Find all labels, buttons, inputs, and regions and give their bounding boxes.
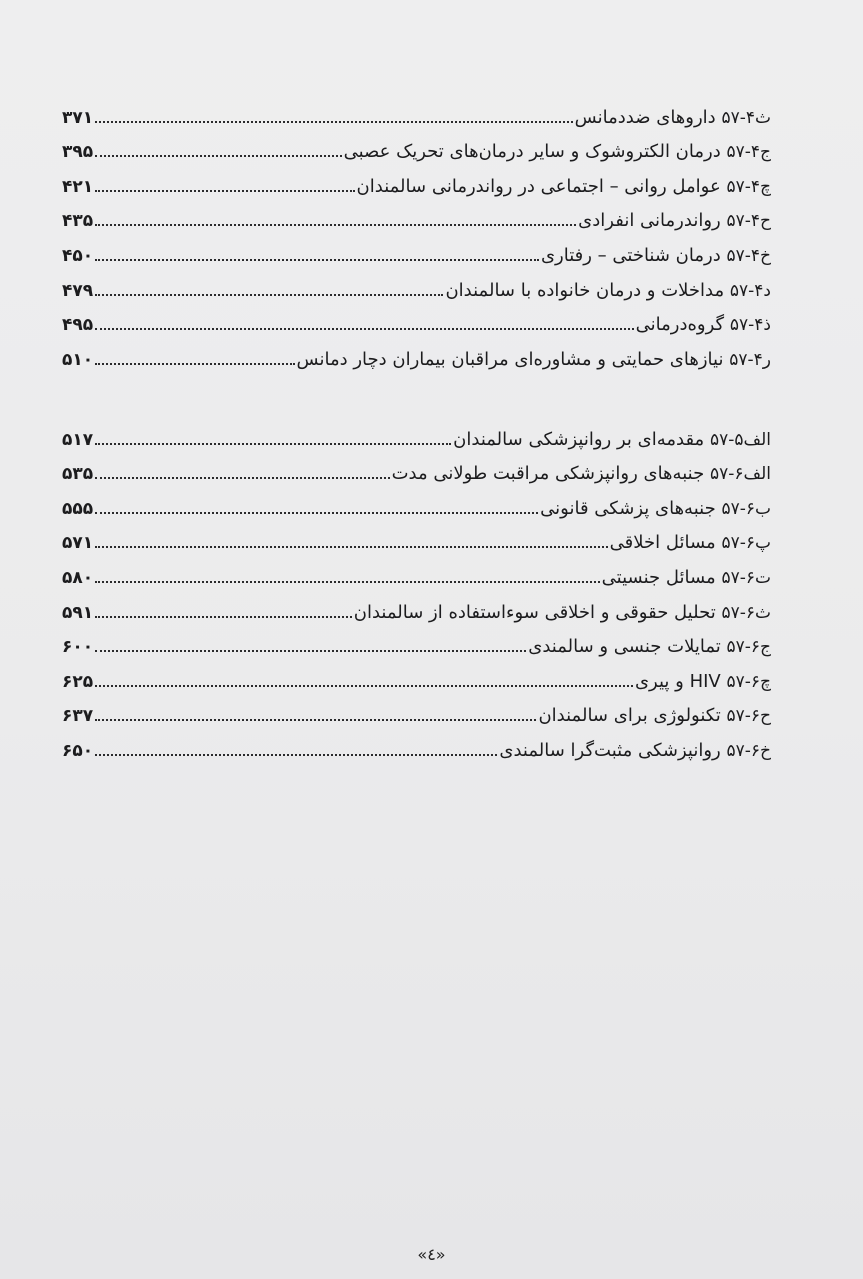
toc-entry (62, 336, 771, 371)
toc-entry-page: ۵۸۰ (62, 567, 94, 588)
toc-entry-code: الف۵-۵۷ (709, 429, 771, 450)
toc-entry-page: ۴۳۵ (62, 211, 94, 232)
toc-entry (62, 693, 771, 728)
toc-entry-label (578, 212, 771, 232)
dot-leader (95, 685, 633, 687)
toc-entry-code: ذ۴-۵۷ (729, 315, 771, 336)
toc-entry-title: تحلیل حقوقی و اخلاقی سوءاستفاده از سالمندان (353, 601, 716, 623)
toc-entry-title: مقدمه‌ای بر روانپزشکی سالمندان (453, 428, 705, 450)
toc-entry-code: ج۴-۵۷ (726, 142, 771, 163)
toc-entry-page: ۶۵۰ (62, 740, 94, 761)
toc-entry (62, 302, 771, 337)
toc-entry-code: چ۴-۵۷ (726, 176, 771, 197)
toc-entry-code: ث۶-۵۷ (721, 602, 771, 623)
toc-entry-code: د۴-۵۷ (729, 280, 771, 301)
toc-entry-label (392, 465, 771, 485)
toc-entry-title: مسائل جنسیتی (601, 566, 716, 588)
toc-entry (62, 416, 771, 451)
toc-entry-label (634, 670, 771, 693)
toc-entry-page: ۳۷۱ (62, 107, 94, 128)
toc-entry-label (574, 106, 771, 129)
toc-entry-code: ج۶-۵۷ (726, 637, 771, 658)
toc-entry (62, 198, 771, 233)
toc-entry-page: ۵۵۵ (62, 498, 94, 519)
toc-entry-title: HIV و پیری (634, 670, 721, 692)
toc-entry-code: چ۶-۵۷ (726, 671, 771, 692)
dot-leader (95, 294, 443, 296)
toc-entry (62, 520, 771, 555)
toc-entry-label (610, 534, 771, 554)
page-number-folio: «٤» (417, 1245, 446, 1264)
toc-entry (62, 624, 771, 659)
toc-entry-page: ۶۲۵ (62, 671, 94, 692)
toc-entry-label (353, 601, 771, 624)
toc-entry-code: ت۶-۵۷ (721, 567, 771, 588)
dot-leader (95, 224, 576, 226)
dot-leader (95, 546, 608, 548)
toc-entry (62, 129, 771, 164)
dot-leader (95, 616, 352, 618)
dot-leader (95, 328, 634, 330)
dot-leader (95, 477, 389, 479)
toc-entry-title: عوامل روانی – اجتماعی در رواندرمانی سالمندان (356, 175, 721, 197)
toc-entry-title: داروهای ضددمانس (574, 106, 716, 128)
toc-entry-code: الف۶-۵۷ (709, 464, 771, 485)
dot-leader (95, 512, 538, 514)
toc-section-b (62, 416, 771, 762)
toc-entry-page: ۶۳۷ (62, 706, 94, 727)
toc-entry-label (344, 143, 771, 163)
toc-entry-title: جنبه‌های روانپزشکی مراقبت طولانی مدت (391, 463, 705, 485)
toc-entry-title: درمان شناختی – رفتاری (540, 244, 721, 266)
toc-entry-code: خ۴-۵۷ (726, 245, 771, 266)
toc-entry-label (540, 497, 771, 520)
toc-entry-title: گروه‌درمانی (635, 314, 725, 336)
toc-entry-page: ۶۰۰ (62, 637, 94, 658)
dot-leader (95, 363, 294, 365)
toc-entry-title: رواندرمانی انفرادی (578, 210, 721, 232)
toc-entry-title: تکنولوژی برای سالمندان (538, 705, 721, 727)
dot-leader (95, 719, 536, 721)
toc-entry-page: ۵۹۱ (62, 602, 94, 623)
toc-entry-title: روانپزشکی مثبت‌گرا سالمندی (499, 739, 721, 761)
toc-entry-code: ث۴-۵۷ (721, 107, 771, 128)
dot-leader (95, 190, 354, 192)
dot-leader (95, 443, 451, 445)
toc-entry-label (445, 279, 771, 302)
toc-entry-label (296, 348, 771, 371)
toc-entry-label (356, 175, 771, 198)
dot-leader (95, 155, 341, 157)
toc-entry (62, 232, 771, 267)
toc-entry-page: ۵۱۰ (62, 349, 94, 370)
toc-entry-title: درمان الکتروشوک و سایر درمان‌های تحریک عصبی (343, 141, 721, 163)
toc-entry-title: مسائل اخلاقی (609, 532, 716, 554)
toc-entry-code: پ۶-۵۷ (721, 533, 771, 554)
toc-entry-code: ب۶-۵۷ (721, 498, 771, 519)
toc-entry-title: تمایلات جنسی و سالمندی (528, 636, 721, 658)
toc-entry-page: ۴۷۹ (62, 280, 94, 301)
toc-entry-label (538, 707, 771, 727)
dot-leader (95, 121, 573, 123)
toc-entry-title: نیازهای حمایتی و مشاوره‌ای مراقبان بیماران دچار دمانس (296, 348, 724, 370)
toc-entry-title: مداخلات و درمان خانواده با سالمندان (445, 279, 725, 301)
toc-entry (62, 589, 771, 624)
toc-entry-title: جنبه‌های پزشکی قانونی (540, 497, 716, 519)
toc-entry-page: ۵۱۷ (62, 429, 94, 450)
toc-entry-label (601, 566, 771, 589)
toc-entry-page: ۴۵۰ (62, 245, 94, 266)
toc-entry-page: ۵۳۵ (62, 464, 94, 485)
toc-entry (62, 451, 771, 486)
toc-entry (62, 554, 771, 589)
toc-entry-code: ح۶-۵۷ (726, 706, 771, 727)
toc-entry (62, 163, 771, 198)
toc-entry-page: ۴۹۵ (62, 315, 94, 336)
toc-entry (62, 267, 771, 302)
toc-entry-code: خ۶-۵۷ (726, 740, 771, 761)
toc-entry-page: ۳۹۵ (62, 142, 94, 163)
toc-entry (62, 94, 771, 129)
toc-entry (62, 485, 771, 520)
toc-entry-label (528, 638, 771, 658)
toc-entry-page: ۵۷۱ (62, 533, 94, 554)
toc-entry-page: ۴۲۱ (62, 176, 94, 197)
toc-section-a (62, 94, 771, 371)
toc-entry-label (636, 316, 771, 336)
dot-leader (95, 754, 497, 756)
toc-entry (62, 658, 771, 693)
dot-leader (95, 650, 526, 652)
toc-entry-code: ر۴-۵۷ (729, 349, 771, 370)
toc-entry-code: ح۴-۵۷ (726, 211, 771, 232)
toc-entry-label (499, 739, 771, 762)
dot-leader (95, 581, 600, 583)
dot-leader (95, 259, 539, 261)
toc-entry-label (540, 244, 771, 267)
toc-entry-label (453, 428, 771, 451)
toc-entry (62, 727, 771, 762)
